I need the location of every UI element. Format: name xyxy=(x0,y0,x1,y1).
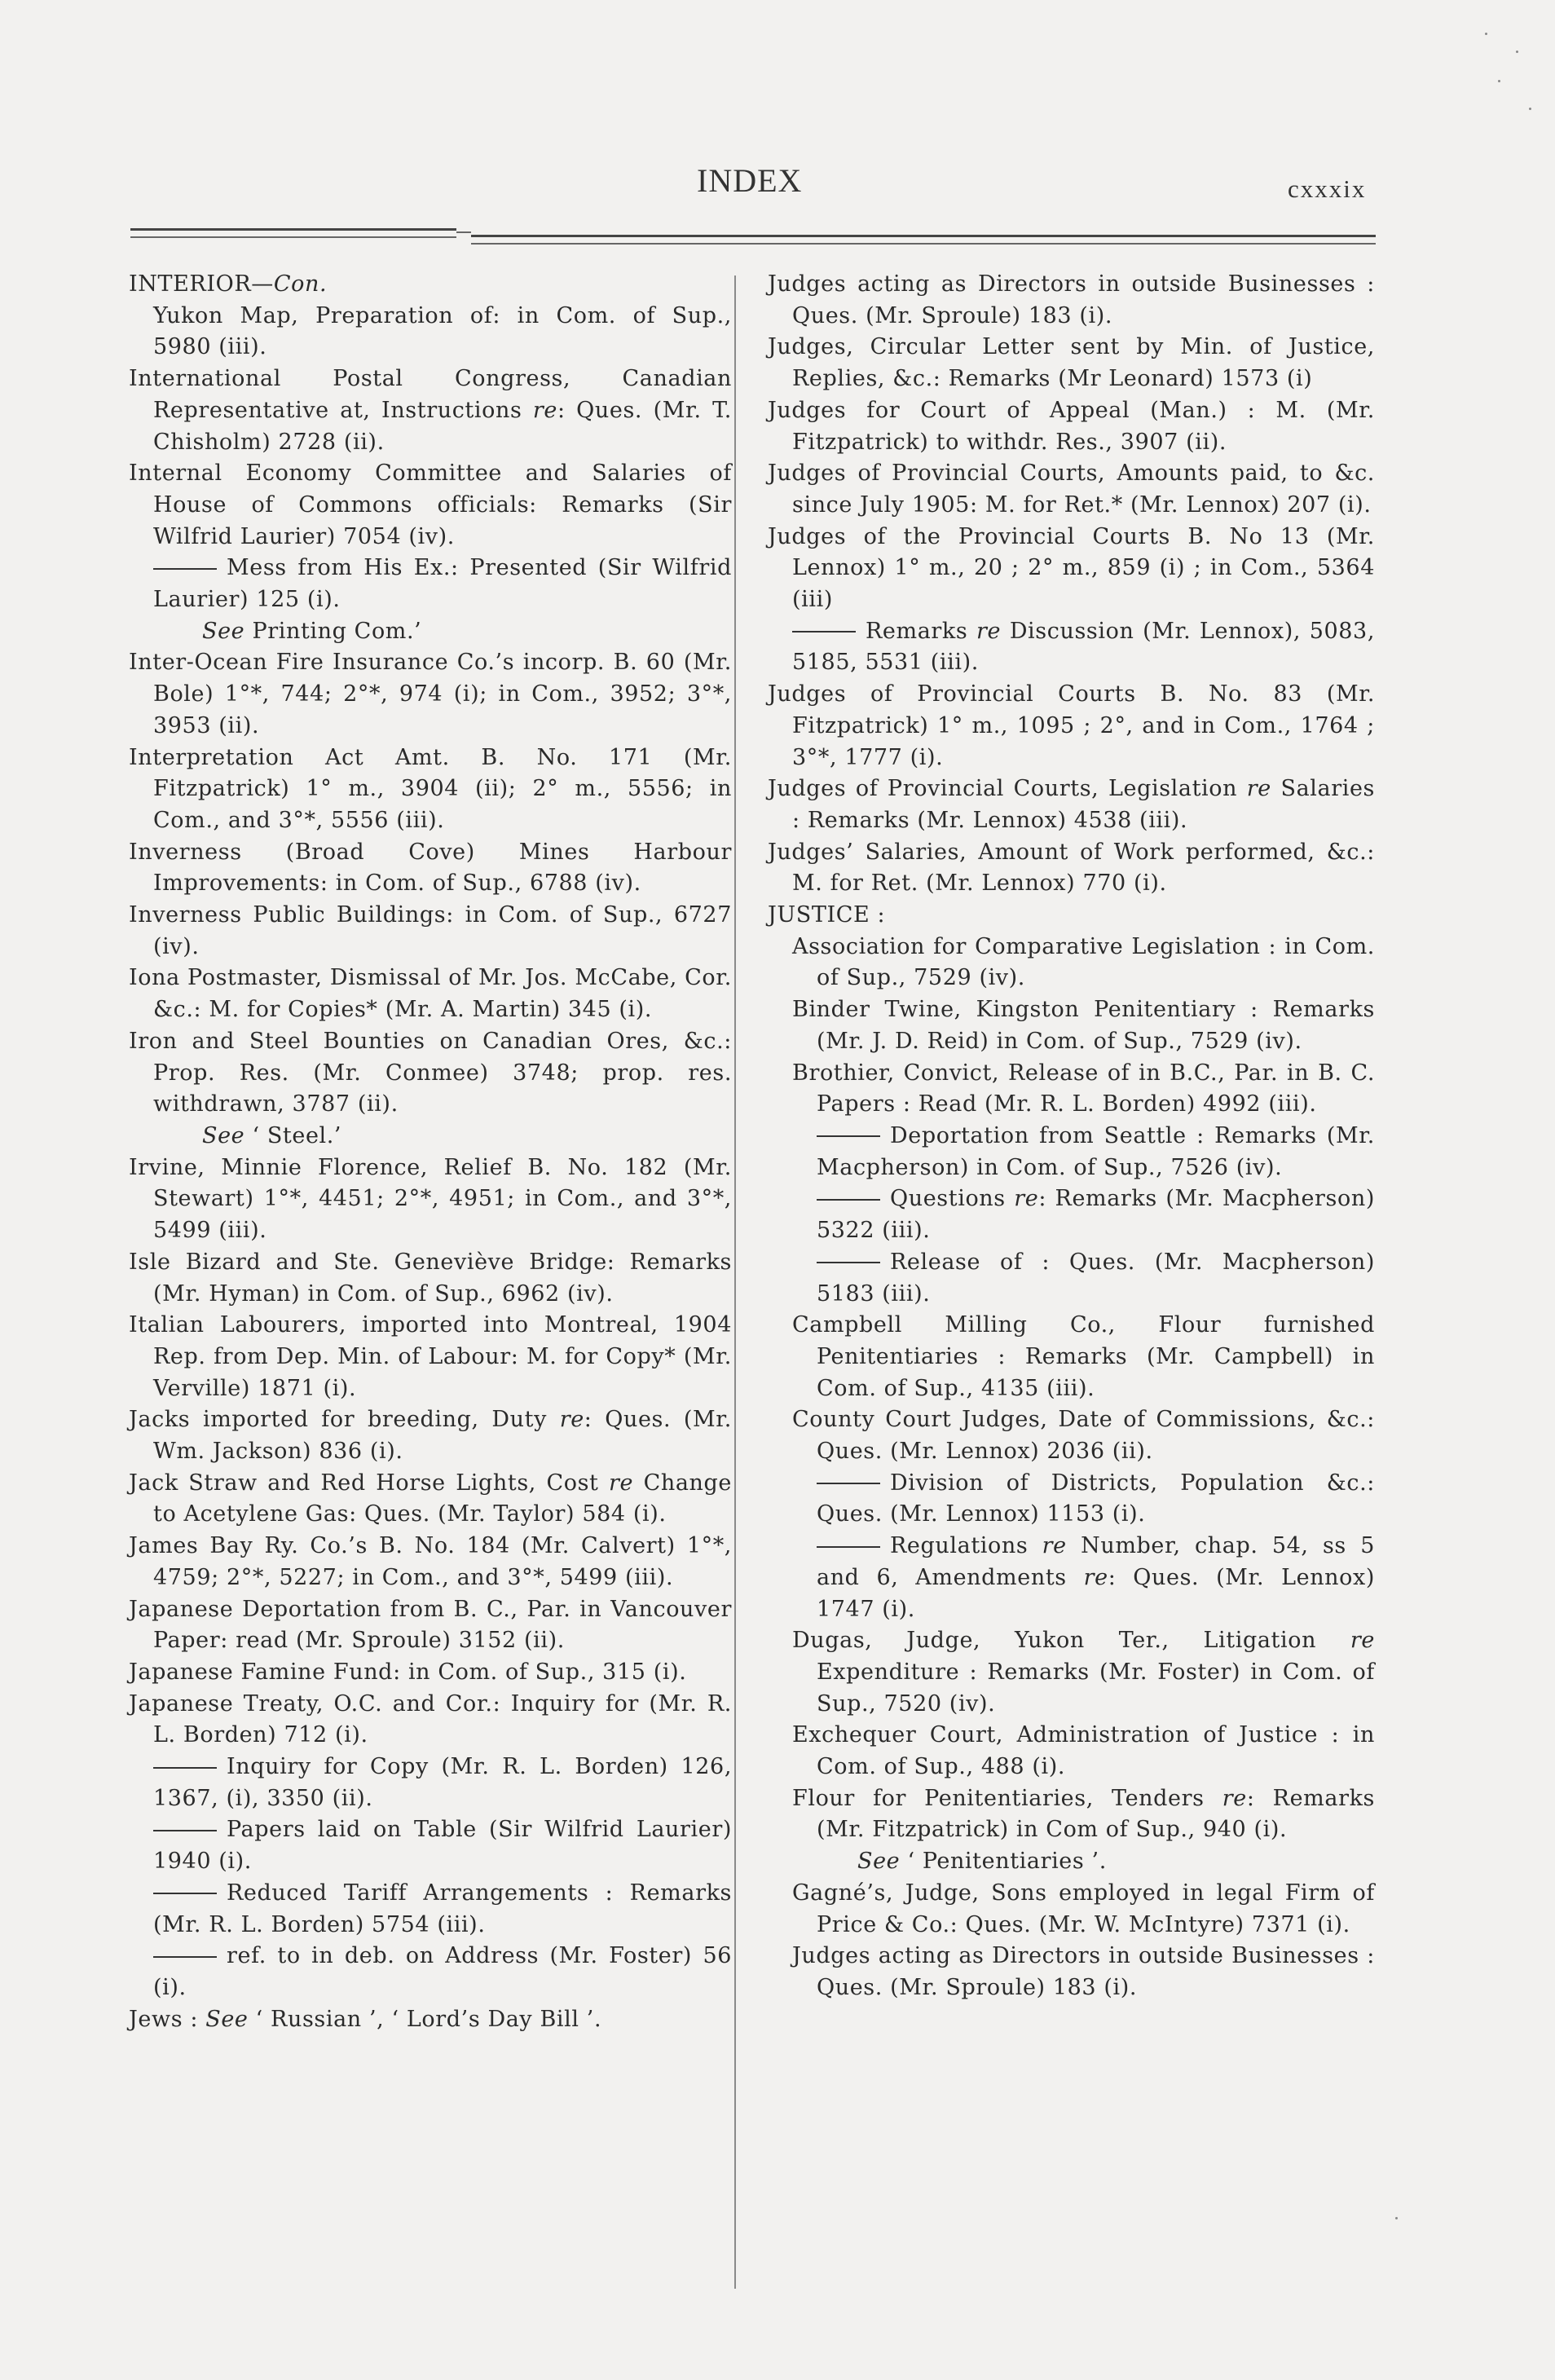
ditto-dash xyxy=(153,568,217,570)
index-entry: Japanese Famine Fund: in Com. of Sup., 315 (i). xyxy=(129,1659,687,1685)
entry-text: International Postal Congress, Canadian Representative at, Instructions xyxy=(129,366,732,423)
ditto-dash xyxy=(153,1893,217,1894)
page-number: cxxxix xyxy=(1288,174,1367,203)
index-entry: Campbell Milling Co., Flour furnished Penitentiaries : Remarks (Mr. Campbell) in Com. of Sup., 4135 (iii). xyxy=(792,1312,1375,1401)
index-entry xyxy=(768,1783,1375,1846)
entry-italic: re xyxy=(1350,1628,1375,1654)
index-entry: Judges of Provincial Courts, Amounts paid, to &c. since July 1905: M. for Ret.* (Mr. Lennox) 207 (i). xyxy=(768,461,1375,518)
index-entry xyxy=(129,1404,732,1467)
entry-text: Judges of Provincial Courts, Legislation xyxy=(768,776,1247,802)
index-entry: Internal Economy Committee and Salaries of House of Commons officials: Remarks (Sir Wilfrid Laurier) 7054 (iv). xyxy=(129,461,732,549)
entry-text: ref. to in deb. on Address (Mr. Foster) 56 (i). xyxy=(153,1943,732,2000)
header-rule-right-top xyxy=(471,235,1376,237)
index-subentry xyxy=(768,1121,1375,1183)
heading-continued: Con. xyxy=(273,271,328,297)
ditto-dash xyxy=(817,1262,880,1263)
ditto-dash xyxy=(153,1830,217,1831)
index-entry: James Bay Ry. Co.’s B. No. 184 (Mr. Calvert) 1°*, 4759; 2°*, 5227; in Com., and 3°*, 5499 (iii). xyxy=(129,1533,732,1590)
header-rule-left-top xyxy=(130,228,456,231)
entry-text: Flour for Penitentiaries, Tenders xyxy=(792,1785,1222,1811)
see-label: See xyxy=(202,618,245,644)
entry-text: : Ques. (Mr. Wm. Jackson) 836 (i). xyxy=(153,1407,732,1465)
entry-text: ‘ Russian ’, ‘ Lord’s Day Bill ’. xyxy=(248,2006,602,2032)
entry-text: Expenditure : Remarks (Mr. Foster) in Com. of Sup., 7520 (iv). xyxy=(817,1659,1375,1717)
paper-speck xyxy=(1498,80,1500,82)
entry-text: Questions xyxy=(890,1186,1015,1212)
see-text: ‘ Penitentiaries ’. xyxy=(900,1849,1107,1875)
index-entry: Iona Postmaster, Dismissal of Mr. Jos. McCabe, Cor. &c.: M. for Copies* (Mr. A. Martin) 345 (i). xyxy=(129,965,732,1023)
index-entry: Judges’ Salaries, Amount of Work performed, &c.: M. for Ret. (Mr. Lennox) 770 (i). xyxy=(768,839,1375,897)
entry-text: Dugas, Judge, Yukon Ter., Litigation xyxy=(792,1628,1350,1654)
entry-text: Remarks xyxy=(866,618,977,644)
ditto-dash xyxy=(817,1546,880,1548)
index-entry: Brothier, Convict, Release of in B.C., Par. in B. C. Papers : Read (Mr. R. L. Borden) 4992 (iii). xyxy=(792,1060,1375,1117)
entry-text: : Remarks (Mr. Fitzpatrick) in Com of Sup., 940 (i). xyxy=(817,1785,1375,1843)
entry-italic: re xyxy=(1014,1186,1039,1212)
see-reference xyxy=(129,1121,732,1153)
see-label: See xyxy=(202,1122,245,1148)
ditto-dash xyxy=(153,1956,217,1958)
see-reference xyxy=(768,1846,1375,1878)
entry-italic: re xyxy=(1083,1564,1108,1590)
entry-text: Number, chap. 54, ss 5 and 6, Amendments xyxy=(817,1533,1376,1590)
see-text: Printing Com.’ xyxy=(244,618,422,644)
entry-italic: re xyxy=(1042,1533,1067,1559)
entry-text: : Ques. (Mr. T. Chisholm) 2728 (ii). xyxy=(153,397,732,455)
entry-text: Release of : Ques. (Mr. Macpherson) 5183 (iii). xyxy=(817,1249,1375,1307)
entry-text: Deportation from Seattle : Remarks (Mr. Macpherson) in Com. of Sup., 7526 (iv). xyxy=(817,1122,1375,1180)
entry-text: Jack Straw and Red Horse Lights, Cost xyxy=(129,1470,609,1496)
entry-italic: re xyxy=(609,1470,634,1496)
entry-text: Mess from His Ex.: Presented (Sir Wilfrid Laurier) 125 (i). xyxy=(153,555,732,613)
paper-speck xyxy=(1485,33,1487,35)
entry-text: Change to Acetylene Gas: Ques. (Mr. Taylor) 584 (i). xyxy=(153,1470,732,1527)
index-subentry xyxy=(129,553,732,615)
entry-text: Papers laid on Table (Sir Wilfrid Laurier) 1940 (i). xyxy=(153,1817,732,1875)
index-entry: Judges for Court of Appeal (Man.) : M. (Mr. Fitzpatrick) to withdr. Res., 3907 (ii). xyxy=(768,397,1375,455)
index-entry: Judges of the Provincial Courts B. No 13 (Mr. Lennox) 1° m., 20 ; 2° m., 859 (i) ; in Com., 5364 (iii) xyxy=(768,523,1375,613)
index-entry: Exchequer Court, Administration of Justice : in Com. of Sup., 488 (i). xyxy=(792,1722,1375,1780)
index-entry: Judges acting as Directors in outside Businesses : Ques. (Mr. Sproule) 183 (i). xyxy=(792,1943,1375,2000)
ditto-dash xyxy=(817,1199,880,1201)
left-column xyxy=(129,269,732,2035)
header-rule-mid xyxy=(456,231,471,233)
entry-text: Jacks imported for breeding, Duty xyxy=(129,1407,560,1433)
index-entry: Iron and Steel Bounties on Canadian Ores, &c.: Prop. Res. (Mr. Conmee) 3748; prop. res. withdrawn, 3787 (ii). xyxy=(129,1028,732,1117)
index-entry: Isle Bizard and Ste. Geneviève Bridge: Remarks (Mr. Hyman) in Com. of Sup., 6962 (iv). xyxy=(129,1249,732,1307)
paper-speck xyxy=(1516,51,1518,53)
header-rule-left-bottom xyxy=(130,236,456,238)
index-subentry xyxy=(129,1752,732,1814)
index-entry xyxy=(129,1468,732,1531)
index-entry: Judges, Circular Letter sent by Min. of Justice, Replies, &c.: Remarks (Mr Leonard) 1573 (i) xyxy=(768,334,1375,392)
see-reference xyxy=(129,616,732,648)
entry-italic: re xyxy=(1246,776,1271,802)
section-heading: JUSTICE : xyxy=(768,902,886,928)
entry-italic: re xyxy=(1222,1785,1247,1811)
index-entry: Binder Twine, Kingston Penitentiary : Remarks (Mr. J. D. Reid) in Com. of Sup., 7529 (iv). xyxy=(792,997,1375,1054)
entry-text: Division of Districts, Population &c.: Ques. (Mr. Lennox) 1153 (i). xyxy=(817,1470,1375,1527)
entry-italic: re xyxy=(532,397,557,423)
entry-italic: re xyxy=(976,618,1002,644)
entry-text: Jews : xyxy=(129,2006,206,2032)
entry-text: : Remarks (Mr. Macpherson) 5322 (iii). xyxy=(817,1186,1375,1244)
index-entry xyxy=(129,364,732,458)
entry-italic: re xyxy=(559,1407,584,1433)
index-entry: Interpretation Act Amt. B. No. 171 (Mr. Fitzpatrick) 1° m., 3904 (ii); 2° m., 5556; in Com., and 3°*, 5556 (iii). xyxy=(129,744,732,833)
entry-text: Regulations xyxy=(890,1533,1042,1559)
index-entry: Italian Labourers, imported into Montreal, 1904 Rep. from Dep. Min. of Labour: M. for Copy* (Mr. Verville) 1871 (i). xyxy=(129,1312,732,1401)
index-subentry xyxy=(768,1247,1375,1310)
index-entry: Inverness Public Buildings: in Com. of Sup., 6727 (iv). xyxy=(129,902,732,959)
index-entry: Inverness (Broad Cove) Mines Harbour Improvements: in Com. of Sup., 6788 (iv). xyxy=(129,839,732,897)
entry-text: Inquiry for Copy (Mr. R. L. Borden) 126, 1367, (i), 3350 (ii). xyxy=(153,1754,732,1811)
ditto-dash xyxy=(817,1483,880,1484)
section-heading xyxy=(129,269,732,301)
see-label: See xyxy=(857,1849,901,1875)
header-rule-right-bottom xyxy=(471,243,1376,245)
index-entry: Japanese Treaty, O.C. and Cor.: Inquiry for (Mr. R. L. Borden) 712 (i). xyxy=(129,1690,732,1748)
index-entry: Judges acting as Directors in outside Businesses : Ques. (Mr. Sproule) 183 (i). xyxy=(768,271,1375,328)
entry-text: : Ques. (Mr. Lennox) 1747 (i). xyxy=(817,1564,1375,1622)
index-entry: Japanese Deportation from B. C., Par. in Vancouver Paper: read (Mr. Sproule) 3152 (ii). xyxy=(129,1596,732,1654)
entry-italic: See xyxy=(205,2006,249,2032)
heading-text: INTERIOR— xyxy=(129,271,274,297)
column-divider xyxy=(734,275,736,2289)
index-entry xyxy=(768,774,1375,836)
paper-speck xyxy=(1395,2217,1398,2219)
index-entry xyxy=(129,2004,732,2036)
index-subentry xyxy=(129,1941,732,2003)
page-title: INDEX xyxy=(697,162,803,199)
index-entry: Irvine, Minnie Florence, Relief B. No. 182 (Mr. Stewart) 1°*, 4451; 2°*, 4951; in Com., and 3°*, 5499 (iii). xyxy=(129,1154,732,1244)
index-entry: Inter-Ocean Fire Insurance Co.’s incorp. B. 60 (Mr. Bole) 1°*, 744; 2°*, 974 (i); in Com., 3952; 3°*, 3953 (ii). xyxy=(129,650,732,738)
entry-text: Salaries : Remarks (Mr. Lennox) 4538 (iii). xyxy=(792,776,1376,833)
index-entry: Judges of Provincial Courts B. No. 83 (Mr. Fitzpatrick) 1° m., 1095 ; 2°, and in Com., 1764 ; 3°*, 1777 (i). xyxy=(768,681,1375,770)
index-entry: Yukon Map, Preparation of: in Com. of Sup., 5980 (iii). xyxy=(153,302,732,360)
entry-text: Reduced Tariff Arrangements : Remarks (Mr. R. L. Borden) 5754 (iii). xyxy=(153,1880,732,1937)
index-entry: Association for Comparative Legislation : in Com. of Sup., 7529 (iv). xyxy=(792,933,1375,991)
index-entry: County Court Judges, Date of Commissions, &c.: Ques. (Mr. Lennox) 2036 (ii). xyxy=(792,1407,1375,1465)
index-entry xyxy=(768,1625,1375,1720)
see-text: ‘ Steel.’ xyxy=(244,1122,342,1148)
index-subentry xyxy=(768,1183,1375,1246)
paper-speck xyxy=(1529,108,1531,110)
index-subentry xyxy=(129,1878,732,1941)
index-subentry xyxy=(768,1531,1375,1625)
right-column xyxy=(768,269,1375,2004)
ditto-dash xyxy=(792,631,856,632)
index-subentry xyxy=(768,1468,1375,1531)
index-subentry xyxy=(129,1814,732,1877)
ditto-dash xyxy=(817,1135,880,1137)
index-subentry xyxy=(768,616,1375,679)
index-entry: Gagné’s, Judge, Sons employed in legal Firm of Price & Co.: Ques. (Mr. W. McIntyre) 7371 (i). xyxy=(792,1880,1375,1937)
entry-text: Discussion (Mr. Lennox), 5083, 5185, 5531 (iii). xyxy=(792,618,1376,676)
ditto-dash xyxy=(153,1767,217,1769)
